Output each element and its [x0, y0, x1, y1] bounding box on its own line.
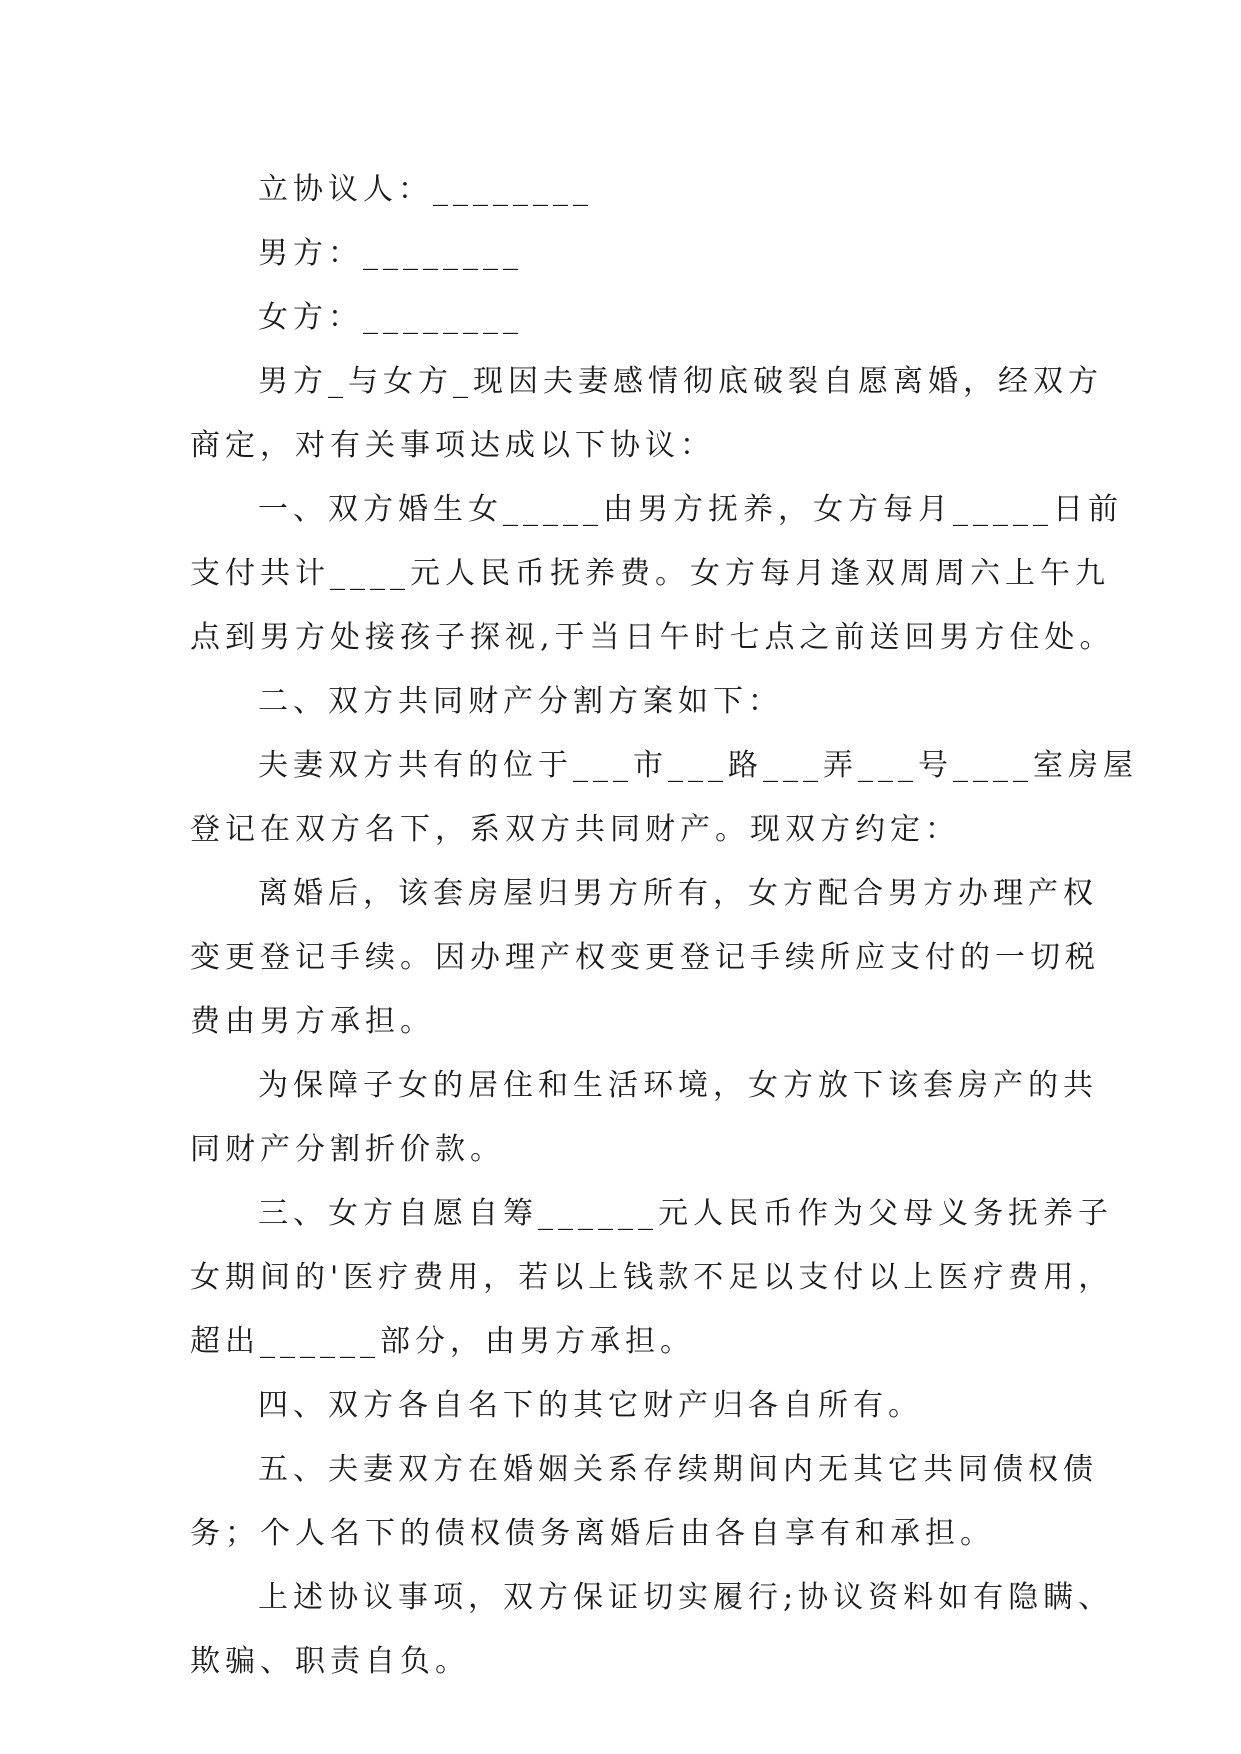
- intro-line-1: 男方_与女方_现因夫妻感情彻底破裂自愿离婚，经双方: [258, 364, 1103, 399]
- clause4-line-1: 四、双方各自名下的其它财产归各自所有。: [258, 1388, 923, 1423]
- clause3-line-1: 三、女方自愿自筹______元人民币作为父母义务抚养子: [258, 1196, 1113, 1231]
- intro-line-2: 商定，对有关事项达成以下协议：: [190, 428, 715, 463]
- clause2-title: 二、双方共同财产分割方案如下：: [258, 684, 783, 719]
- clause2-property-line-2: 登记在双方名下，系双方共同财产。现双方约定：: [190, 812, 960, 847]
- female-party-line: 女方：________: [258, 300, 523, 335]
- clause1-line-3: 点到男方处接孩子探视,于当日午时七点之前送回男方住处。: [190, 620, 1115, 655]
- clause1-line-2: 支付共计____元人民币抚养费。女方每月逢双周周六上午九: [190, 556, 1110, 591]
- clause3-line-3: 超出______部分，由男方承担。: [190, 1324, 695, 1359]
- clause2-after-line-1: 离婚后，该套房屋归男方所有，女方配合男方办理产权: [258, 876, 1098, 911]
- clause2-after-line-2: 变更登记手续。因办理产权变更登记手续所应支付的一切税: [190, 940, 1100, 975]
- agreement-body: [190, 158, 1138, 1694]
- clause5-line-1: 五、夫妻双方在婚姻关系存续期间内无其它共同债权债: [258, 1452, 1098, 1487]
- clause2-waiver-line-1: 为保障子女的居住和生活环境，女方放下该套房产的共: [258, 1068, 1098, 1103]
- closing-line-2: 欺骗、职责自负。: [190, 1644, 470, 1679]
- clause1-line-1: 一、双方婚生女_____由男方抚养，女方每月_____日前: [258, 492, 1123, 527]
- male-party-line: 男方：________: [258, 236, 523, 271]
- clause3-line-2: 女期间的'医疗费用，若以上钱款不足以支付以上医疗费用，: [190, 1260, 1114, 1295]
- clause2-waiver-line-2: 同财产分割折价款。: [190, 1132, 505, 1167]
- clause2-property-line-1: 夫妻双方共有的位于___市___路___弄___号____室房屋: [258, 748, 1138, 783]
- closing-line-1: 上述协议事项，双方保证切实履行;协议资料如有隐瞒、: [258, 1580, 1114, 1615]
- party-line: 立协议人：________: [258, 172, 593, 207]
- clause2-after-line-3: 费由男方承担。: [190, 1004, 435, 1039]
- clause5-line-2: 务；个人名下的债权债务离婚后由各自享有和承担。: [190, 1516, 995, 1551]
